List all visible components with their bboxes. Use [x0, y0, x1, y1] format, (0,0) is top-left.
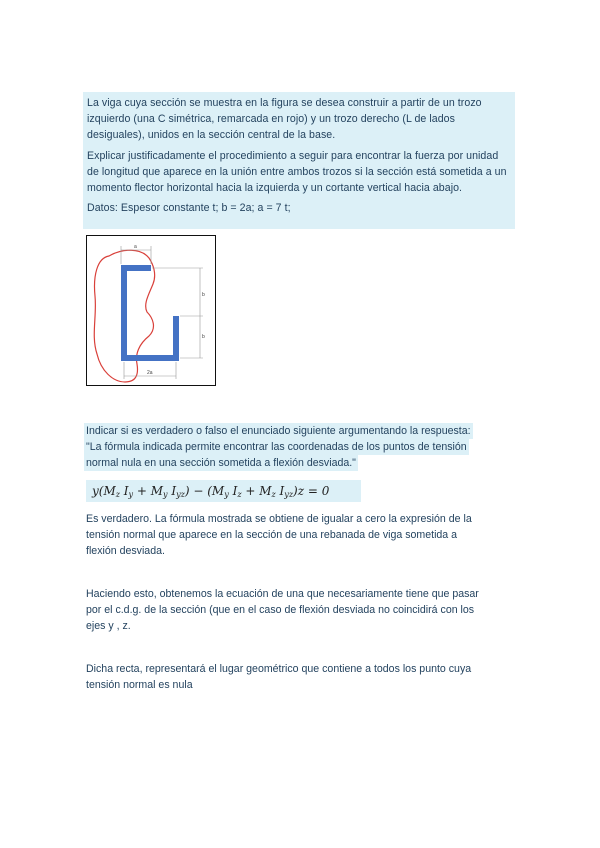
neutral-axis-formula: $y(M_z$ $I_y + M_y$ $I_{yz}) - (M_y$ $I_z + M_z$ $I_{yz})z = 0$	[86, 480, 361, 502]
problem-paragraph-2: Explicar justificadamente el procedimiento a seguir para encontrar la fuerza por unidad de longitud que aparece en la unión entre ambos trozos si la sección está sometida a un momento flector horizontal hacia la izquierda y un cortante vertical hacia abajo.	[87, 149, 507, 195]
problem-statement	[83, 92, 515, 229]
l-vertical-leg	[173, 316, 179, 361]
dim-label-2a: 2a	[147, 370, 153, 376]
problem-paragraph-1: La viga cuya sección se muestra en la figura se desea construir a partir de un trozo izquierdo (una C simétrica, remarcada en rojo) y un trozo derecho (L de lados desiguales), unidos en la sección central de la base.	[87, 97, 482, 142]
question-line-1: Indicar si es verdadero o falso el enunciado siguiente argumentando la respuesta:	[86, 425, 471, 437]
question-line-2: "La fórmula indicada permite encontrar las coordenadas de los puntos de tensión	[86, 441, 467, 453]
answer-p1-line3: flexión desviada.	[86, 545, 165, 557]
answer-p2-line3: ejes y , z.	[86, 620, 131, 632]
answer-p1-line1: Es verdadero. La fórmula mostrada se obtiene de igualar a cero la expresión de la	[86, 513, 472, 525]
answer-p3-line1: Dicha recta, representará el lugar geométrico que contiene a todos los punto cuya	[86, 663, 472, 675]
problem-data-line: Datos: Espesor constante t; b = 2a; a = 7 t;	[87, 202, 291, 215]
answer-p1-line2: tensión normal que aparece en la sección de una rebanada de viga sometida a	[86, 529, 458, 541]
c-web	[121, 265, 127, 361]
answer-p2-line2: por el c.d.g. de la sección (que en el caso de flexión desviada no coincidirá con los	[86, 604, 475, 616]
beam-section-figure	[86, 235, 216, 386]
bottom-flange	[121, 355, 179, 361]
dim-label-b-upper: b	[202, 292, 205, 298]
answer-p3-line2: tensión normal es nula	[86, 679, 193, 691]
answer-p2-line1: Haciendo esto, obtenemos la ecuación de una que necesariamente tiene que pasar	[86, 588, 479, 600]
question-line-3: normal nula en una sección sometida a flexión desviada."	[86, 457, 356, 469]
dim-label-b-lower: b	[202, 334, 205, 340]
dim-label-a: a	[134, 244, 137, 250]
